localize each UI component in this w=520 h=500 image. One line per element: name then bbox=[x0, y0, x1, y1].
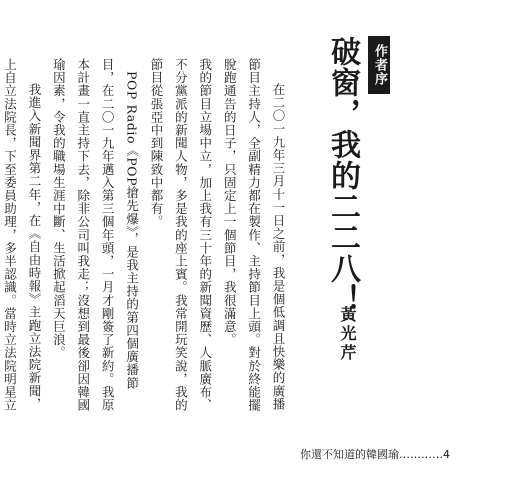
body-paragraph: 我的節目立場中立，加上我有三十年的新聞資歷、人脈廣布、不分黨派的新聞人物，多是我的座上賓。我常開玩笑說，我的節目從張亞中到陳致中都有。 bbox=[148, 58, 213, 412]
preface-tag: 作者序 bbox=[368, 36, 390, 94]
body-paragraph: POP Radio《POP搶先爆》，是我主持的第四個廣播節目，在二〇一九年邁入第三個年頭，一月才剛簽了新約。我原本計畫一直主持下去，除非公司叫我走；沒想到最後卻因韓國瑜因素，令我的職場生涯中斷、生活掀起滔天巨浪。 bbox=[51, 58, 140, 412]
body-paragraph: 我進入新聞界第二年，在《自由時報》主跑立法院新聞，上自立法院長，下至委員助理，多半認識。當時立法院明星立 bbox=[2, 58, 42, 412]
preface-body bbox=[0, 58, 290, 413]
preface-title: 破窗，我的二二八！ bbox=[325, 36, 360, 315]
body-paragraph: 在二〇一九年三月十一日之前，我是個低調且快樂的廣播節目主持人，全副精力都在製作、主持節目上頭。對於終能擺脫跑通告的日子，只固定上一個節目，我很滿意。 bbox=[222, 58, 286, 412]
author-name: 黃光芹 bbox=[338, 306, 357, 363]
page-footer: 你還不知道的韓國瑜…………4 bbox=[300, 448, 450, 461]
